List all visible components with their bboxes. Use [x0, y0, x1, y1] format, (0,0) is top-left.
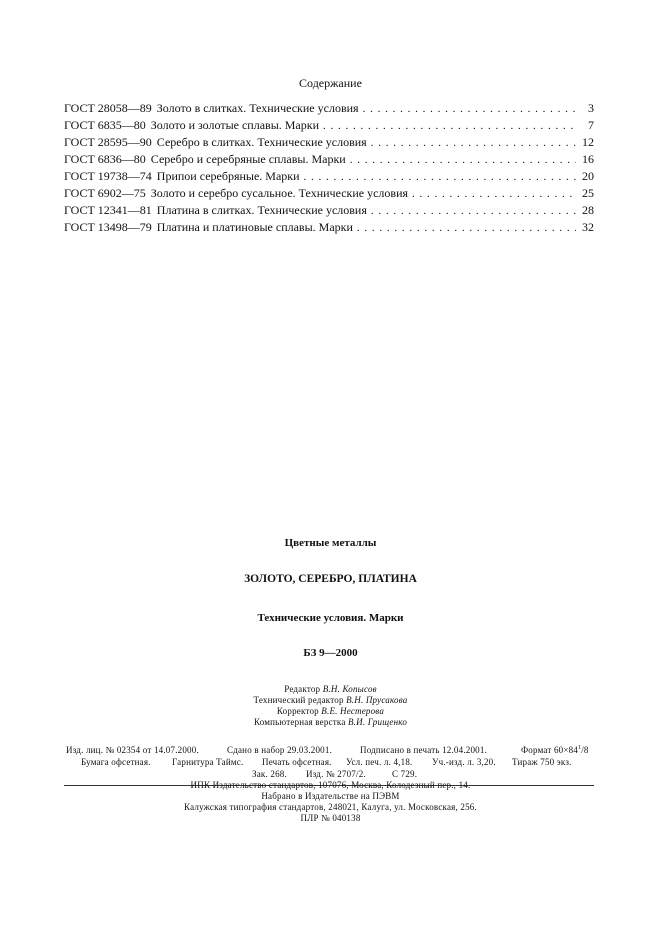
- toc-entry-page: 7: [588, 118, 594, 132]
- toc-entry: [64, 220, 594, 236]
- toc-entry-code: ГОСТ 28595—90: [64, 135, 152, 149]
- toc-entry-title: Золото в слитках. Технические условия: [156, 101, 359, 115]
- publisher-line: Набрано в Издательстве на ПЭВМ: [261, 791, 400, 801]
- toc-entry-title: Золото и серебро сусальное. Технические условия: [150, 186, 409, 200]
- publisher-line: ИПК Издательство стандартов, 107076, Москва, Колодезный пер., 14.: [190, 780, 471, 790]
- pub-sheets-text: Уч.-изд. л. 3,20.: [432, 757, 496, 767]
- credit-role: Корректор: [276, 706, 319, 716]
- toc-entry-code: ГОСТ 19738—74: [64, 169, 152, 183]
- code-text: С 729.: [392, 769, 418, 779]
- toc-leader-dots: [323, 120, 576, 132]
- toc-entry: [64, 169, 594, 185]
- toc-entry: [64, 135, 594, 151]
- credit-name: В.Н. Прусакова: [346, 695, 408, 705]
- publisher-line: Калужская типография стандартов, 248021, Калуга, ул. Московская, 256.: [184, 802, 477, 812]
- toc-entry-page: 12: [582, 135, 594, 149]
- toc-entry-code: ГОСТ 13498—79: [64, 220, 152, 234]
- toc-entry-title: Серебро и серебряные сплавы. Марки: [150, 152, 346, 166]
- format-sub: /8: [581, 745, 589, 755]
- format-text: [521, 745, 589, 755]
- pub-no-text: Изд. № 2707/2.: [306, 769, 366, 779]
- toc-entry-code: ГОСТ 6836—80: [64, 152, 146, 166]
- credit-name: В.Н. Копысов: [322, 684, 377, 694]
- sheets-text: Усл. печ. л. 4,18.: [346, 757, 413, 767]
- toc-leader-dots: [363, 103, 576, 115]
- toc-entry: [64, 152, 594, 168]
- toc-entry-title: Припои серебряные. Марки: [156, 169, 300, 183]
- credit-line: [0, 684, 661, 694]
- credit-role: Редактор: [284, 684, 321, 694]
- series-title: Цветные металлы: [284, 537, 377, 549]
- toc-entry-title: Платина и платиновые сплавы. Марки: [156, 220, 353, 234]
- toc-entry: [64, 203, 594, 219]
- publisher-line: ПЛР № 040138: [300, 813, 361, 823]
- toc-entry-title: Золото и золотые сплавы. Марки: [150, 118, 320, 132]
- format-label: Формат 60×84: [521, 745, 579, 755]
- toc-entry-title: Платина в слитках. Технические условия: [156, 203, 367, 217]
- bz-number: БЗ 9—2000: [303, 647, 358, 659]
- book-subtitle: Технические условия. Марки: [257, 612, 404, 624]
- toc-entry-page: 28: [582, 203, 594, 217]
- toc-leader-dots: [304, 171, 576, 183]
- credit-line: [0, 706, 661, 716]
- credit-line: [0, 695, 661, 705]
- format-sup: 1: [578, 745, 582, 751]
- paper-text: Бумага офсетная.: [81, 757, 151, 767]
- book-title: ЗОЛОТО, СЕРЕБРО, ПЛАТИНА: [244, 573, 417, 585]
- toc-entry-page: 20: [582, 169, 594, 183]
- signed-text: Подписано в печать 12.04.2001.: [360, 745, 488, 755]
- toc-leader-dots: [412, 188, 576, 200]
- toc-leader-dots: [357, 222, 576, 234]
- credit-name: В.Е. Нестерова: [321, 706, 385, 716]
- credit-role: Компьютерная верстка: [253, 717, 346, 727]
- toc-leader-dots: [371, 205, 576, 217]
- toc-entry-page: 32: [582, 220, 594, 234]
- toc-entry-page: 3: [588, 101, 594, 115]
- toc-entry-code: ГОСТ 12341—81: [64, 203, 152, 217]
- toc-leader-dots: [371, 137, 576, 149]
- credit-name: В.И. Грищенко: [347, 717, 408, 727]
- toc-entry-page: 25: [582, 186, 594, 200]
- sent-text: Сдано в набор 29.03.2001.: [227, 745, 333, 755]
- typeface-text: Гарнитура Таймс.: [172, 757, 244, 767]
- toc-entry: [64, 118, 594, 134]
- credit-line: [0, 717, 661, 727]
- license-text: Изд. лиц. № 02354 от 14.07.2000.: [66, 745, 199, 755]
- toc-entry-code: ГОСТ 28058—89: [64, 101, 152, 115]
- toc-leader-dots: [350, 154, 576, 166]
- toc-entry-page: 16: [582, 152, 594, 166]
- run-text: Тираж 750 экз.: [512, 757, 572, 767]
- toc-entry: [64, 101, 594, 117]
- order-text: Зак. 268.: [252, 769, 287, 779]
- toc-heading: Содержание: [299, 76, 362, 90]
- toc-entry: [64, 186, 594, 202]
- toc-entry-code: ГОСТ 6902—75: [64, 186, 146, 200]
- credit-role: Технический редактор: [253, 695, 344, 705]
- toc-entry-code: ГОСТ 6835—80: [64, 118, 146, 132]
- toc-entry-title: Серебро в слитках. Технические условия: [156, 135, 367, 149]
- print-text: Печать офсетная.: [262, 757, 332, 767]
